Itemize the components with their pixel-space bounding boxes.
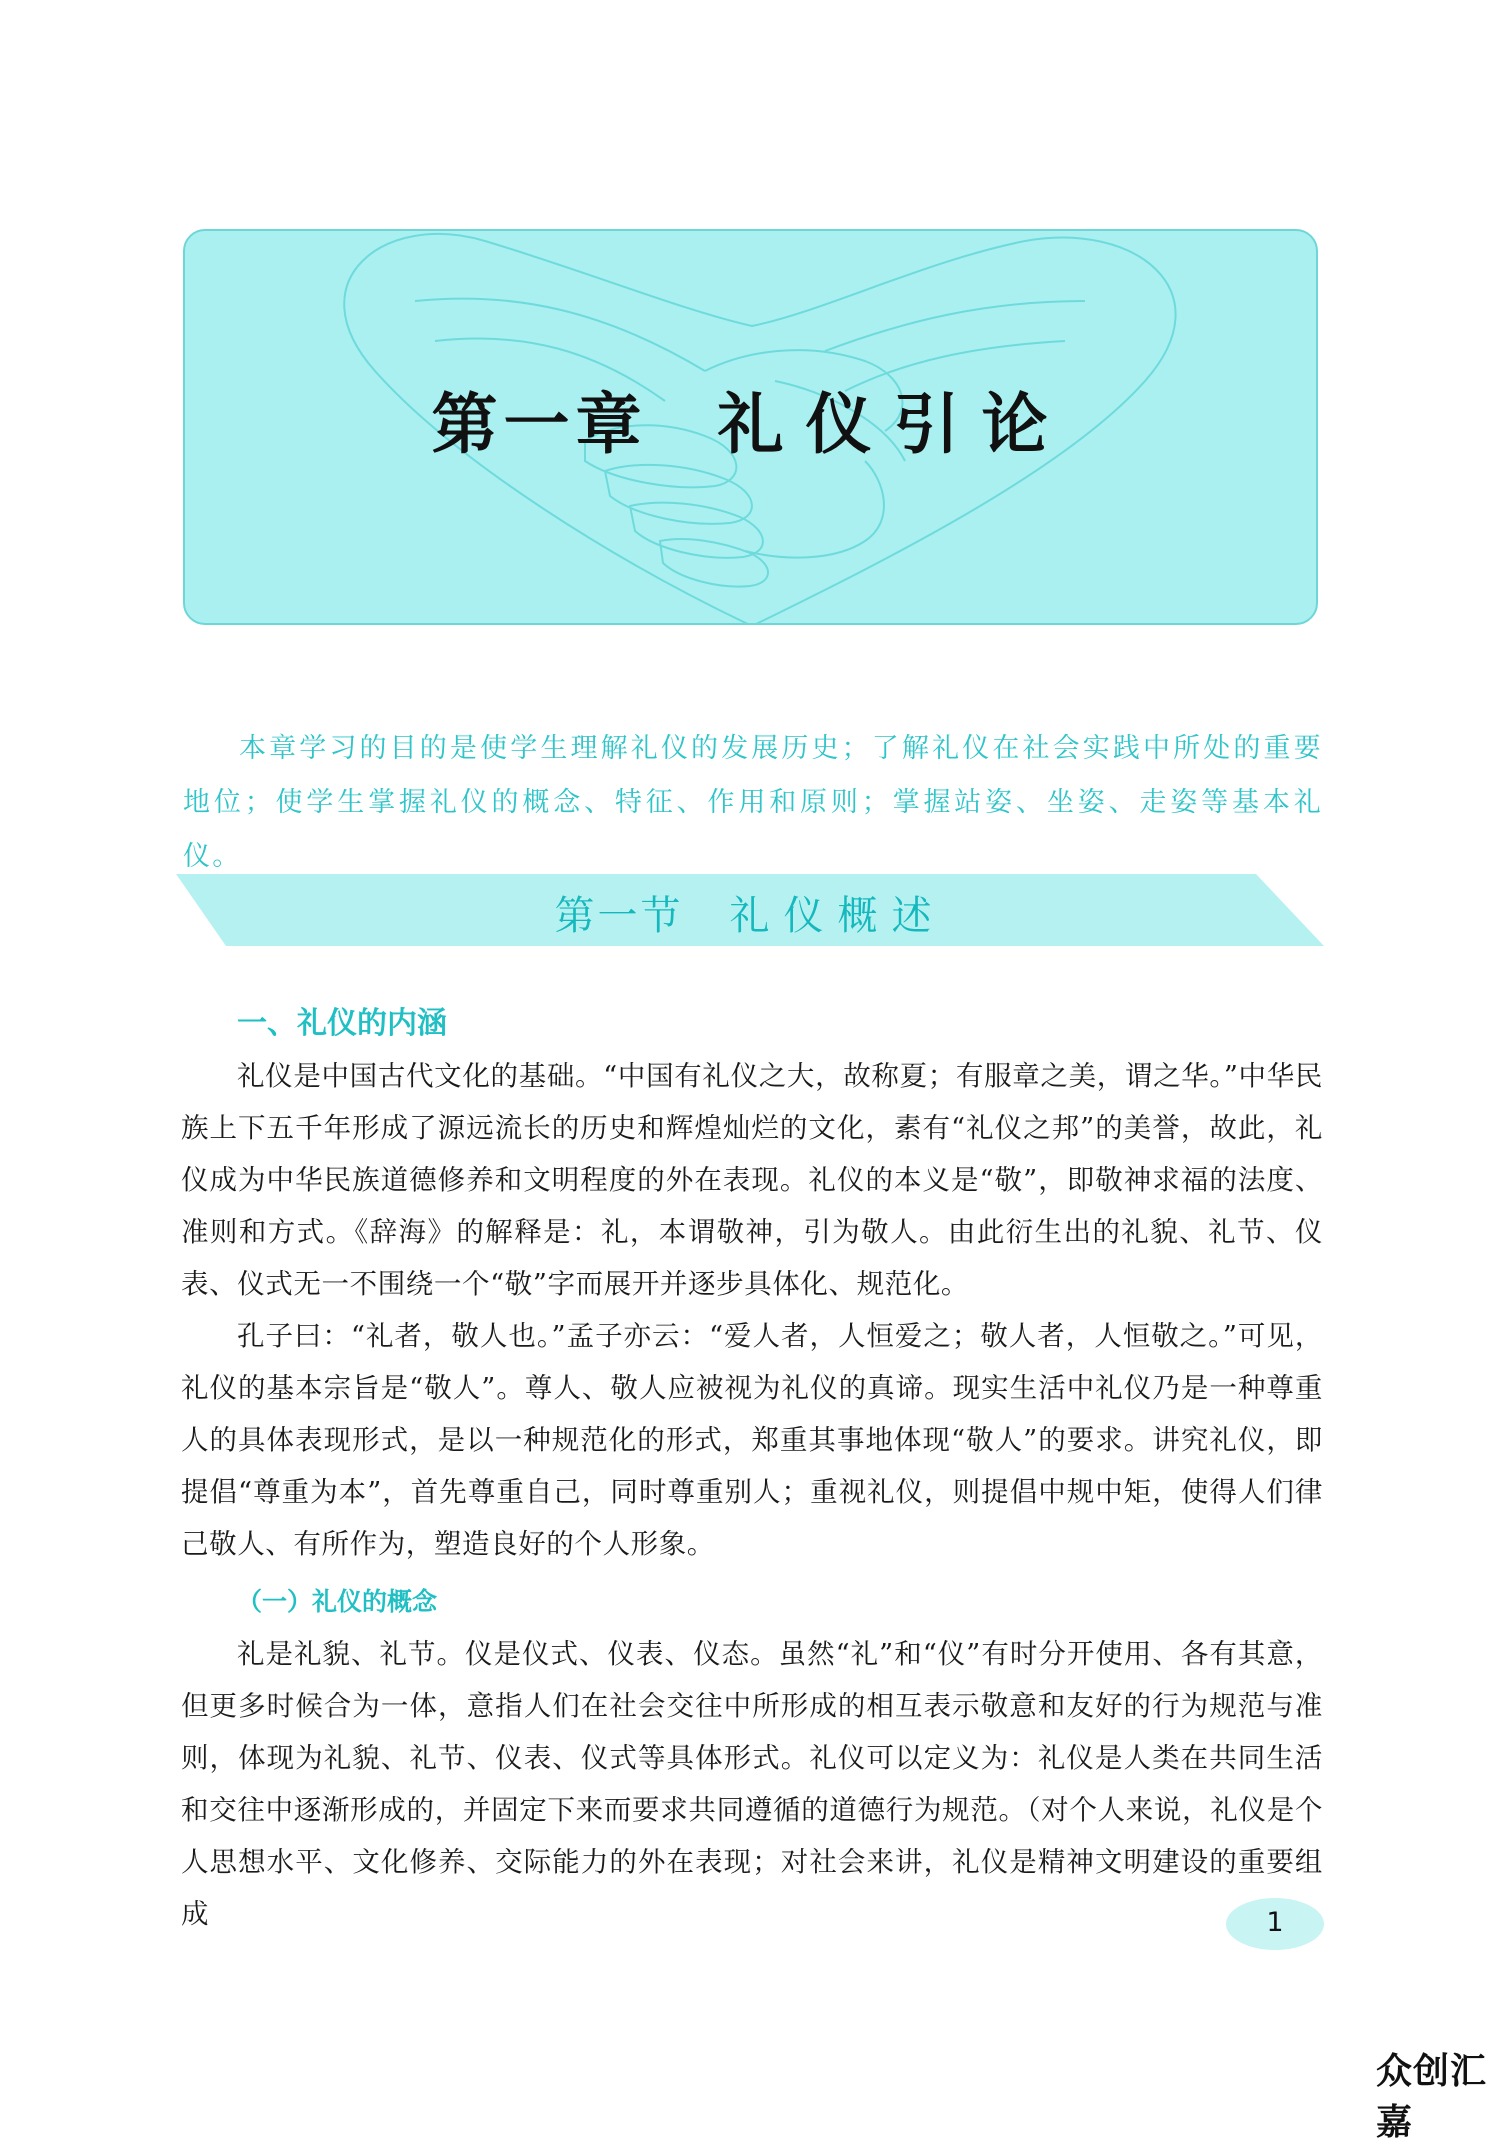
watermark-logo: 众创汇嘉 (1376, 2051, 1488, 2143)
section-banner (176, 874, 1324, 946)
chapter-objectives: 本章学习的目的是使学生理解礼仪的发展历史；了解礼仪在社会实践中所处的重要地位；使学生掌握礼仪的概念、特征、作用和原则；掌握站姿、坐姿、走姿等基本礼仪。 (183, 733, 1323, 872)
body-section-a (181, 1050, 1323, 1570)
body-section-b (181, 1628, 1323, 1940)
page-number: 1 (1266, 1907, 1284, 1938)
paragraph: 礼是礼貌、礼节。仪是仪式、仪表、仪态。虽然“礼”和“仪”有时分开使用、各有其意，但更多时候合为一体，意指人们在社会交往中所形成的相互表示敬意和友好的行为规范与准则，体现为礼貌、礼节、仪表、仪式等具体形式。礼仪可以定义为：礼仪是人类在共同生活和交往中逐渐形成的，并固定下来而要求共同遵循的道德行为规范。（对个人来说，礼仪是个人思想水平、文化修养、交际能力的外在表现；对社会来讲，礼仪是精神文明建设的重要组成 (181, 1638, 1323, 1930)
page-number-badge (1226, 1898, 1324, 1950)
section-label: 第一节 (554, 893, 684, 939)
chapter-title (185, 371, 1316, 466)
paragraph: 孔子曰：“礼者，敬人也。”孟子亦云：“爱人者，人恒爱之；敬人者，人恒敬之。”可见，礼仪的基本宗旨是“敬人”。尊人、敬人应被视为礼仪的真谛。现实生活中礼仪乃是一种尊重人的具体表现形式，是以一种规范化的形式，郑重其事地体现“敬人”的要求。讲究礼仪，即提倡“尊重为本”，首先尊重自己，同时尊重别人；重视礼仪，则提倡中规中矩，使得人们律己敬人、有所作为，塑造良好的个人形象。 (181, 1320, 1323, 1560)
heading-connotation: 一、礼仪的内涵 (237, 1006, 447, 1041)
section-title (176, 884, 1324, 941)
section-name: 礼仪概述 (729, 893, 946, 939)
subheading-concept: （一）礼仪的概念 (237, 1587, 438, 1616)
chapter-banner (183, 229, 1318, 625)
chapter-name: 礼仪引论 (717, 385, 1070, 463)
chapter-label: 第一章 (431, 385, 648, 463)
paragraph: 礼仪是中国古代文化的基础。“中国有礼仪之大，故称夏；有服章之美，谓之华。”中华民族上下五千年形成了源远流长的历史和辉煌灿烂的文化，素有“礼仪之邦”的美誉，故此，礼仪成为中华民族道德修养和文明程度的外在表现。礼仪的本义是“敬”，即敬神求福的法度、准则和方式。《辞海》的解释是：礼，本谓敬神，引为敬人。由此衍生出的礼貌、礼节、仪表、仪式无一不围绕一个“敬”字而展开并逐步具体化、规范化。 (181, 1060, 1323, 1300)
